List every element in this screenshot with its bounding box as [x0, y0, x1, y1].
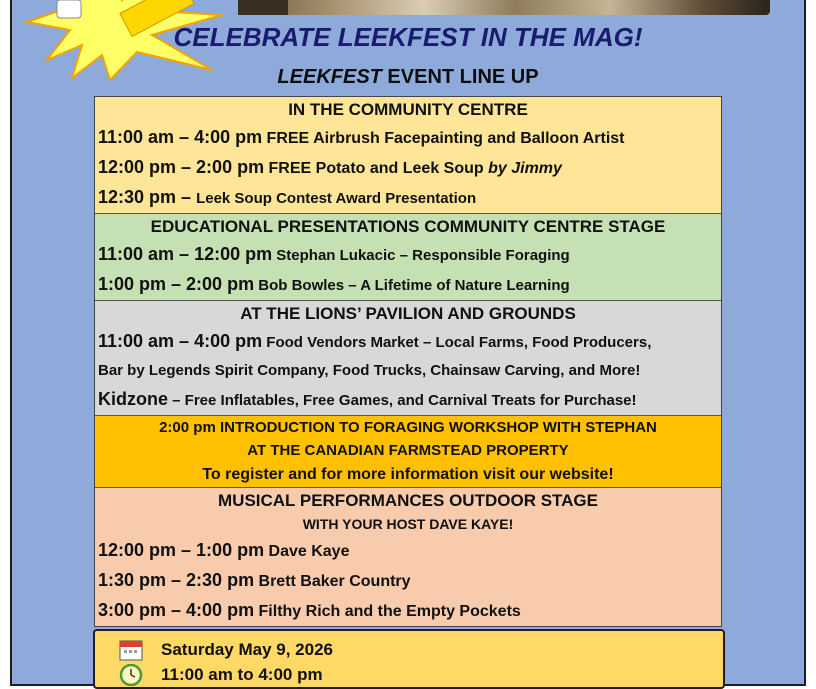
event-desc: Filthy Rich and the Empty Pockets: [254, 603, 521, 620]
event-date: Saturday May 9, 2026: [161, 640, 333, 659]
event-desc: Bob Bowles – A Lifetime of Nature Learning: [254, 277, 570, 294]
kidzone-label: Kidzone: [98, 389, 168, 409]
date-time-box: [93, 629, 725, 689]
lineup-title: [0, 66, 816, 89]
event-time: 11:00 am – 4:00 pm: [98, 127, 263, 147]
event-time: 3:00 pm – 4:00 pm: [98, 600, 255, 620]
kidzone-desc: – Free Inflatables, Free Games, and Carnival Treats for Purchase!: [168, 392, 637, 409]
badge-ticket-icon: [57, 0, 81, 18]
section-title: AT THE LIONS’ PAVILION AND GROUNDS: [240, 304, 576, 323]
event-by: by Jimmy: [488, 160, 562, 177]
event-desc: Dave Kaye: [264, 543, 350, 560]
event-lineup: [94, 96, 722, 627]
event-row: [95, 327, 721, 357]
event-desc: FREE Potato and Leek Soup: [264, 160, 489, 177]
workshop-register-note: To register and for more information visit our website!: [202, 466, 614, 483]
event-time: 1:00 pm – 2:00 pm: [98, 274, 255, 294]
header-photo: [238, 0, 770, 15]
event-desc-continued: Bar by Legends Spirit Company, Food Trucks, Chainsaw Carving, and More!: [98, 362, 641, 379]
clock-icon: [119, 664, 143, 686]
event-time: 12:00 pm – 2:00 pm: [98, 157, 265, 177]
event-row: [95, 183, 721, 213]
event-row: [95, 536, 721, 566]
workshop-location: AT THE CANADIAN FARMSTEAD PROPERTY: [247, 442, 569, 459]
kidzone-row: [95, 385, 721, 415]
section-subtitle: WITH YOUR HOST DAVE KAYE!: [302, 516, 514, 532]
event-hours: 11:00 am to 4:00 pm: [161, 665, 323, 684]
event-desc: Brett Baker Country: [254, 573, 411, 590]
section-title: IN THE COMMUNITY CENTRE: [288, 100, 528, 119]
event-desc: FREE Airbrush Facepainting and Balloon Artist: [262, 130, 625, 147]
section-foraging-workshop: [95, 415, 721, 487]
event-time: 11:00 am – 12:00 pm: [98, 244, 273, 264]
section-music: [95, 487, 721, 626]
event-row: [95, 566, 721, 596]
photo-shadow: [238, 0, 288, 15]
calendar-icon: [119, 639, 143, 661]
lineup-title-em: LEEKFEST: [277, 66, 382, 88]
event-row: [95, 123, 721, 153]
event-time: 1:30 pm – 2:30 pm: [98, 570, 255, 590]
section-title: MUSICAL PERFORMANCES OUTDOOR STAGE: [218, 491, 598, 510]
section-educational: [95, 213, 721, 300]
headline: CELEBRATE LEEKFEST IN THE MAG!: [173, 22, 643, 52]
event-desc: Leek Soup Contest Award Presentation: [196, 190, 477, 207]
event-desc: Food Vendors Market – Local Farms, Food Producers,: [262, 334, 652, 351]
workshop-title: 2:00 pm INTRODUCTION TO FORAGING WORKSHOP WITH STEPHAN: [159, 419, 657, 436]
event-row: [95, 270, 721, 300]
event-time: 11:00 am – 4:00 pm: [98, 331, 263, 351]
event-time: 12:00 pm – 1:00 pm: [98, 540, 265, 560]
section-lions-pavilion: [95, 300, 721, 415]
event-desc: Stephan Lukacic – Responsible Foraging: [272, 247, 570, 264]
event-row: [95, 596, 721, 626]
event-row: [95, 240, 721, 270]
event-time: 12:30 pm –: [98, 187, 197, 207]
section-community-centre: [95, 97, 721, 213]
event-row: [95, 153, 721, 183]
lineup-title-rest: EVENT LINE UP: [381, 66, 539, 88]
section-title: EDUCATIONAL PRESENTATIONS COMMUNITY CENTRE STAGE: [150, 217, 666, 236]
